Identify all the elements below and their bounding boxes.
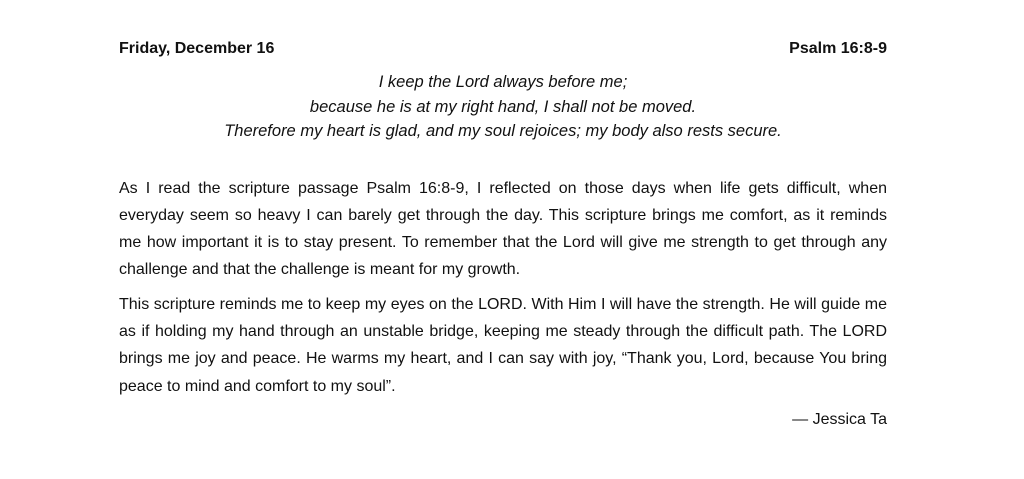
author-signature: — Jessica Ta [792, 410, 887, 428]
reflection-paragraph: As I read the scripture passage Psalm 16:8-9, I reflected on those days when life gets difficult, when everyday seem so heavy I can barely get through the day. This scripture brings me comfort, as it reminds me how important it is to stay present. To remember that the Lord will give me strength to get through any challenge and that the challenge is meant for my growth. [119, 179, 887, 279]
verse-line: I keep the Lord always before me; [378, 73, 628, 91]
page-header [119, 38, 887, 60]
scripture-verse [119, 70, 887, 144]
reflection-text [119, 175, 887, 400]
scripture-reference: Psalm 16:8-9 [789, 40, 887, 57]
date-heading: Friday, December 16 [119, 40, 275, 57]
verse-line: Therefore my heart is glad, and my soul rejoices; my body also rests secure. [224, 122, 782, 140]
reflection-paragraph: This scripture reminds me to keep my eyes on the LORD. With Him I will have the strength. He will guide me as if holding my hand through an unstable bridge, keeping me steady through the difficult path. The LORD brings me joy and peace. He warms my heart, and I can say with joy, “Thank you, Lord, because You bring peace to mind and comfort to my soul”. [119, 295, 887, 395]
verse-line: because he is at my right hand, I shall not be moved. [309, 97, 697, 116]
devotional-page [119, 38, 887, 431]
